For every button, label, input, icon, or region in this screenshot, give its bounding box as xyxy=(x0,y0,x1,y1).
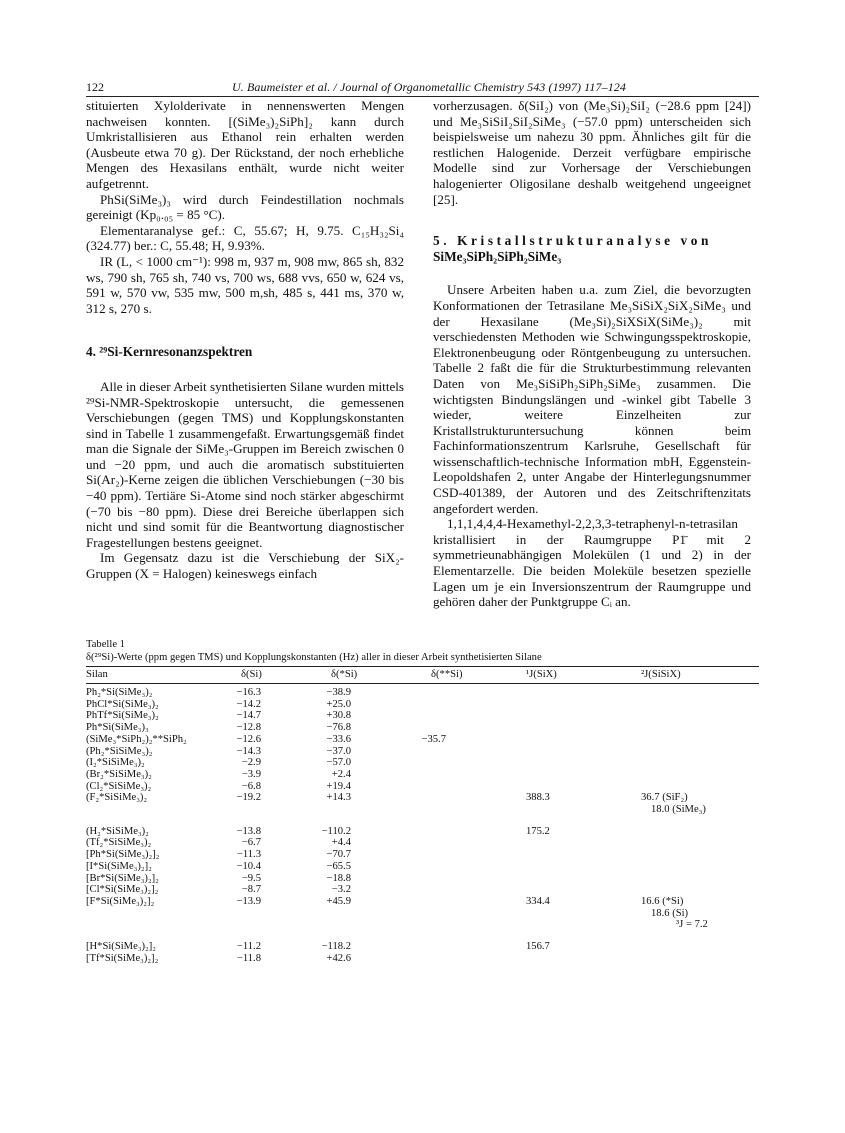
table-cell: −6.8 xyxy=(241,780,261,792)
table-cell: [Tf*Si(SiMe₃)₂]₂ xyxy=(86,952,159,964)
table-cell: (I₂*SiSiMe₃)₂ xyxy=(86,757,145,769)
table-cell: (F₂*SiSiMe₃)₂ xyxy=(86,792,148,804)
table-row xyxy=(86,746,758,758)
table-row xyxy=(86,861,758,873)
table-cell: (H₂*SiSiMe₃)₂ xyxy=(86,825,149,837)
table-cell: −2.9 xyxy=(241,757,261,769)
table-row xyxy=(86,804,758,816)
table-row xyxy=(86,884,758,896)
table-cell: +14.3 xyxy=(326,792,351,804)
table-cell: ³J = 7.2 xyxy=(676,919,708,931)
table-cell: −13.9 xyxy=(236,895,261,907)
section-heading-formula: SiMe₃SiPh₂SiPh₂SiMe₃ xyxy=(433,248,562,264)
table-cell: Ph*Si(SiMe₃)₃ xyxy=(86,722,149,734)
table-row xyxy=(86,826,758,838)
table-cell: 388.3 xyxy=(526,792,550,804)
table-cell: [F*Si(SiMe₃)₂]₂ xyxy=(86,895,155,907)
table-label: Tabelle 1 xyxy=(86,639,125,650)
table-cell: −3.2 xyxy=(331,884,351,896)
table-row xyxy=(86,873,758,885)
table-cell: −8.7 xyxy=(241,884,261,896)
table-cell: −9.5 xyxy=(241,872,261,884)
table-row xyxy=(86,687,758,699)
table-cell: −118.2 xyxy=(321,941,351,952)
column-header: ¹J(SiX) xyxy=(526,669,557,680)
table-cell: [Cl*Si(SiMe₃)₂]₂ xyxy=(86,884,159,896)
table-row xyxy=(86,896,758,908)
page-number: 122 xyxy=(86,80,104,94)
paragraph: PhSi(SiMe₃)₃ wird durch Feindestillation nochmals gereinigt (Kp₀.₀₅ = 85 °C). xyxy=(86,191,404,223)
table-cell: +2.4 xyxy=(331,768,351,780)
table-header-rule xyxy=(86,683,759,684)
table-cell: −110.2 xyxy=(321,825,351,837)
table-cell: Ph₂*Si(SiMe₃)₂ xyxy=(86,687,153,698)
table-cell: 36.7 (SiF₂) xyxy=(641,792,688,804)
table-row xyxy=(86,919,758,931)
table-cell: +45.9 xyxy=(326,895,351,907)
table-cell: 16.6 (*Si) xyxy=(641,895,684,907)
table-header-row xyxy=(86,669,758,681)
table-cell: −12.8 xyxy=(236,722,261,734)
table-cell: +19.4 xyxy=(326,780,351,792)
table-cell: PhCl*Si(SiMe₃)₂ xyxy=(86,698,159,710)
table-cell: +42.6 xyxy=(326,952,351,964)
paragraph: Elementaranalyse gef.: C, 55.67; H, 9.75. C₁₅H₃₂Si₄ (324.77) ber.: C, 55.48; H, 9.93%. xyxy=(86,222,404,254)
table-cell: −33.6 xyxy=(326,733,351,745)
journal-reference[interactable]: U. Baumeister et al. / Journal of Organometallic Chemistry 543 (1997) 117–124 xyxy=(232,80,626,94)
table-cell: (Tf₂*SiSiMe₃)₂ xyxy=(86,837,152,849)
table-cell: +30.8 xyxy=(326,710,351,722)
table-cell: 18.0 (SiMe₃) xyxy=(651,804,706,815)
paragraph: stituierten Xylolderivate in nennenswerten Mengen nachweisen konnten. [(SiMe₃)₂SiPh]₂ kann durch Umkristallisieren aus Ethanol rein erhalten werden (Ausbeute etwa 70 g). Der Rückstand, der noch erhebliche Mengen des Hexasilans enthält, wurde nicht weiter aufgetrennt. xyxy=(86,98,404,191)
table-row xyxy=(86,722,758,734)
table-cell: −14.2 xyxy=(236,698,261,710)
table-caption xyxy=(86,638,758,664)
paragraph: 1,1,1,4,4,4-Hexamethyl-2,2,3,3-tetraphenyl-n-tetrasilan kristallisiert in der Raumgruppe P1̄ mit 2 symmetrieunabhängigen Molekülen (1 und 2) in der Elementarzelle. Die beiden Moleküle besetzen spezielle Lagen um je ein Inversionszentrum der Raumgruppe und gehören daher der Punktgruppe Cᵢ an. xyxy=(433,516,751,610)
table-cell: −6.7 xyxy=(241,837,261,849)
table-row xyxy=(86,781,758,793)
table-row xyxy=(86,769,758,781)
table-cell: (Br₂*SiSiMe₃)₂ xyxy=(86,768,152,780)
table-cell: 334.4 xyxy=(526,895,550,907)
column-header: δ(*Si) xyxy=(331,669,358,680)
table-cell: −18.8 xyxy=(326,872,351,884)
table-cell: [Ph*Si(SiMe₃)₂]₂ xyxy=(86,849,160,861)
table-cell: −76.8 xyxy=(326,722,351,734)
column-header: δ(Si) xyxy=(241,669,262,680)
column-header: Silan xyxy=(86,669,108,680)
table-row xyxy=(86,699,758,711)
section-heading: 4. ²⁹Si-Kernresonanzspektren xyxy=(86,344,253,360)
table-cell: −16.3 xyxy=(236,687,261,698)
table-cell: −35.7 xyxy=(421,733,446,745)
column-header: δ(**Si) xyxy=(431,669,463,680)
table-cell: (Cl₂*SiSiMe₃)₂ xyxy=(86,780,152,792)
paragraph: Unsere Arbeiten haben u.a. zum Ziel, die bevorzugten Konformationen der Tetrasilane Me₃SiSiX₂SiX₂SiMe₃ und der Hexasilane (Me₃Si)₂SiXSiX(SiMe₃)₂ mit verschiedensten Methoden wie Schwingungsspektroskopie, Elektronenbeugung oder Röntgenbeugung zu untersuchen. Tabelle 2 faßt die für die Strukturbestimmung relevanten Daten von Me₃SiSiPh₂SiPh₂SiMe₃ zusammen. Die wichtigsten Bindungslängen und -winkel gibt Tabelle 3 wieder, weitere Einzelheiten zur Kristallstrukturuntersuchung können beim Fachinformationszentrum Karlsruhe, Gesellschaft für wissenschaftlich-technische Information mbH, Eggenstein-Leopoldshafen 2, unter Angabe der Hinterlegungsnummer CSD-401389, der Autoren und des Zeitschriftenzitats angefordert werden. xyxy=(433,282,751,516)
table-cell: [Br*Si(SiMe₃)₂]₂ xyxy=(86,872,159,884)
header-rule xyxy=(86,96,759,97)
table-cell: −19.2 xyxy=(236,792,261,804)
table-cell: −38.9 xyxy=(326,687,351,698)
table-cell: PhTf*Si(SiMe₃)₂ xyxy=(86,710,159,722)
table-cell: (SiMe₃*SiPh₂)₂**SiPh₂ xyxy=(86,733,187,745)
table-row xyxy=(86,792,758,804)
paragraph: IR (L, < 1000 cm⁻¹): 998 m, 937 m, 908 mw, 865 sh, 832 ws, 790 sh, 765 sh, 740 vs, 700 ws, 688 vvs, 650 w, 624 vs, 591 w, 570 vw, 535 mw, 500 m,sh, 485 s, 441 ms, 370 w, 312 s, 270 s. xyxy=(86,253,404,316)
right-column xyxy=(433,98,751,610)
section-heading: 5. Kristallstrukturanalyse von xyxy=(433,233,713,249)
left-column xyxy=(86,98,404,582)
paragraph: Im Gegensatz dazu ist die Verschiebung der SiX₂-Gruppen (X = Halogen) keineswegs einfach xyxy=(86,550,404,582)
paragraph: vorherzusagen. δ(SiI₂) von (Me₃Si)₂SiI₂ (−28.6 ppm [24]) und Me₃SiSiI₂SiI₂SiMe₃ (−57.0 ppm) unterscheiden sich beispielsweise um nahezu 30 ppm. Ähnliches gilt für die restlichen Halogenide. Derzeit verfügbare empirische Modelle sind zur Vorhersage der Verschiebungen halogenierter Oligosilane deshalb weitgehend ungeeignet [25]. xyxy=(433,98,751,207)
table-cell: +4.4 xyxy=(331,837,351,849)
table-cell: −14.7 xyxy=(236,710,261,722)
table-cell: −3.9 xyxy=(241,768,261,780)
table-cell: −12.6 xyxy=(236,733,261,745)
table-cell: (Ph₂*SiSiMe₃)₂ xyxy=(86,745,153,757)
table-cell: −57.0 xyxy=(326,757,351,769)
column-header: ²J(SiSiX) xyxy=(641,669,681,680)
table-cell: +25.0 xyxy=(326,698,351,710)
table-row xyxy=(86,941,758,953)
table-row xyxy=(86,757,758,769)
table-cell: −13.8 xyxy=(236,825,261,837)
table-top-rule xyxy=(86,666,759,667)
table-cell: −10.4 xyxy=(236,860,261,872)
table-row xyxy=(86,849,758,861)
table-cell: −70.7 xyxy=(326,849,351,861)
table-row xyxy=(86,710,758,722)
table-cell: −11.2 xyxy=(236,941,261,952)
table-row xyxy=(86,953,758,965)
table-cell: −11.8 xyxy=(236,952,261,964)
table-cell: −37.0 xyxy=(326,745,351,757)
table-cell: [H*Si(SiMe₃)₂]₂ xyxy=(86,941,156,952)
table-cell: [I*Si(SiMe₃)₂]₂ xyxy=(86,860,152,872)
paragraph: Alle in dieser Arbeit synthetisierten Silane wurden mittels ²⁹Si-NMR-Spektroskopie untersucht, die gemessenen Verschiebungen (gegen TMS) und Kopplungskonstanten sind in Tabelle 1 zusammengefaßt. Erwartungsgemäß findet man die Signale der SiMe₃-Gruppen im Bereich zwischen 0 und −20 ppm, und auch die aromatisch substituierten Si(Ar₂)-Kerne zeigen die üblichen Verschiebungen (−30 bis −40 ppm). Tertiäre Si-Atome sind noch stärker abgeschirmt (−70 bis −80 ppm). Diese drei Bereiche überlappen sich nicht und sind somit für die Beantwortung diagnostischer Fragestellungen bestens geeignet. xyxy=(86,378,404,550)
table-cell: −65.5 xyxy=(326,860,351,872)
table-row xyxy=(86,734,758,746)
table-cell: −14.3 xyxy=(236,745,261,757)
table-cell: 175.2 xyxy=(526,825,550,837)
table-caption-text: δ(²⁹Si)-Werte (ppm gegen TMS) und Kopplungskonstanten (Hz) aller in dieser Arbeit synthetisierten Silane xyxy=(86,652,542,663)
table-row xyxy=(86,837,758,849)
table-cell: 156.7 xyxy=(526,941,550,952)
table-cell: −11.3 xyxy=(236,849,261,861)
table-row xyxy=(86,908,758,920)
table-cell: 18.6 (Si) xyxy=(651,907,689,919)
